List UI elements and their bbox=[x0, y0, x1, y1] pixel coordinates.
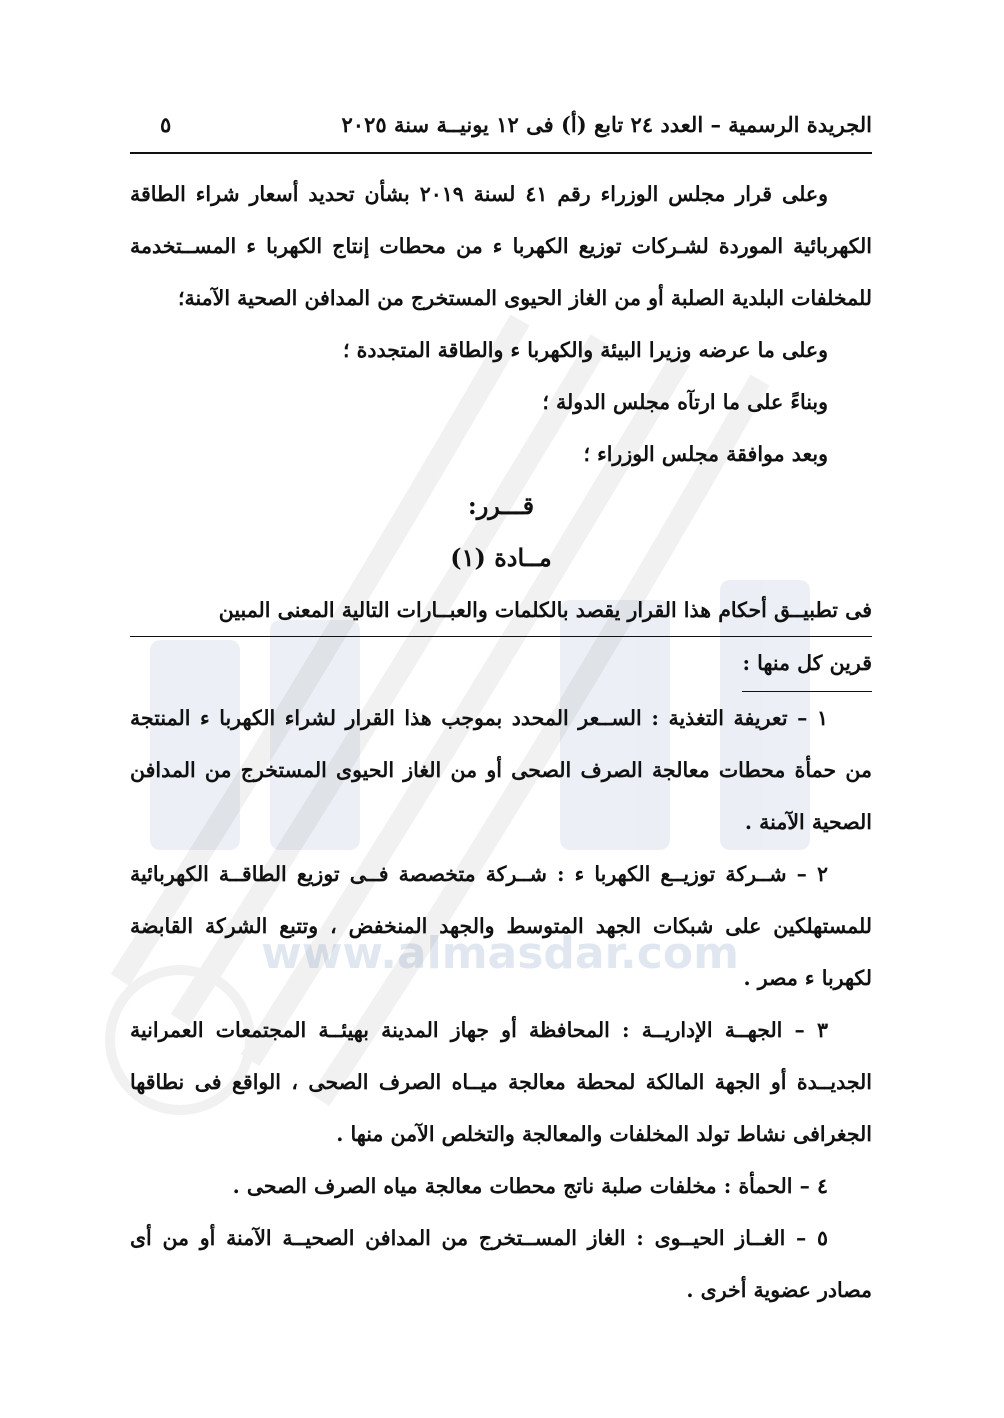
page-header bbox=[130, 112, 872, 154]
preamble-paragraph: وعلى ما عرضه وزيرا البيئة والكهربا ء والطاقة المتجددة ؛ bbox=[343, 338, 828, 362]
preamble-paragraph: وبعد موافقة مجلس الوزراء ؛ bbox=[583, 442, 828, 466]
definition-item: ٣ – الجهــة الإداريــة : المحافظة أو جهاز المدينة بهيئــة المجتمعات العمرانية الجديــدة أو الجهة المالكة لمحطة معالجة ميــاه الصرف الصحى ، الواقع فى نطاقها الجغرافى نشاط تولد المخلفات والمعالجة والتخلص الآمن منها . bbox=[130, 1018, 872, 1146]
article-heading: مــادة (١) bbox=[450, 543, 552, 572]
header-title: الجريدة الرسمية – العدد ٢٤ تابع (أ) فى ١٢ يونيــة سنة ٢٠٢٥ bbox=[341, 112, 872, 137]
definition-item: ١ – تعريفة التغذية : الســعر المحدد بموجب هذا القرار لشراء الكهربا ء المنتجة من حمأة محطات معالجة الصرف الصحى أو من الغاز الحيوى المستخرج من المدافن الصحية الآمنة . bbox=[130, 706, 872, 834]
definition-item: ٤ – الحمأة : مخلفات صلبة ناتج محطات معالجة مياه الصرف الصحى . bbox=[232, 1174, 828, 1198]
article-intro-line-1: فى تطبيــق أحكام هذا القرار يقصد بالكلمات والعبــارات التالية المعنى المبين bbox=[130, 584, 872, 637]
document-body bbox=[130, 168, 872, 1316]
definition-item: ٥ – الغــاز الحيــوى : الغاز المســتخرج من المدافن الصحيــة الآمنة أو من أى مصادر عضوية أخرى . bbox=[130, 1226, 872, 1302]
definition-item: ٢ – شــركة توزيــع الكهربا ء : شــركة متخصصة فــى توزيع الطاقــة الكهربائية للمستهلكين على شبكات الجهد المتوسط والجهد المنخفض ، وتتبع الشركة القابضة لكهربا ء مصر . bbox=[130, 862, 872, 990]
article-intro bbox=[130, 584, 872, 692]
preamble-paragraph: وعلى قرار مجلس الوزراء رقم ٤١ لسنة ٢٠١٩ بشأن تحديد أسعار شراء الطاقة الكهربائية الموردة لشـركات توزيع الكهربا ء من محطات إنتاج الكهربا ء المســتخدمة للمخلفات البلدية الصلبة أو من الغاز الحيوى المستخرج من المدافن الصحية الآمنة؛ bbox=[130, 182, 872, 310]
document-page bbox=[130, 112, 872, 1316]
page-number: ٥ bbox=[160, 112, 172, 137]
watermark-url: www.almasdar.com bbox=[261, 928, 739, 979]
decision-heading: قـــرر: bbox=[467, 491, 535, 520]
preamble-paragraph: وبناءً على ما ارتآه مجلس الدولة ؛ bbox=[542, 390, 828, 414]
article-intro-line-2: قرين كل منها : bbox=[742, 637, 872, 692]
